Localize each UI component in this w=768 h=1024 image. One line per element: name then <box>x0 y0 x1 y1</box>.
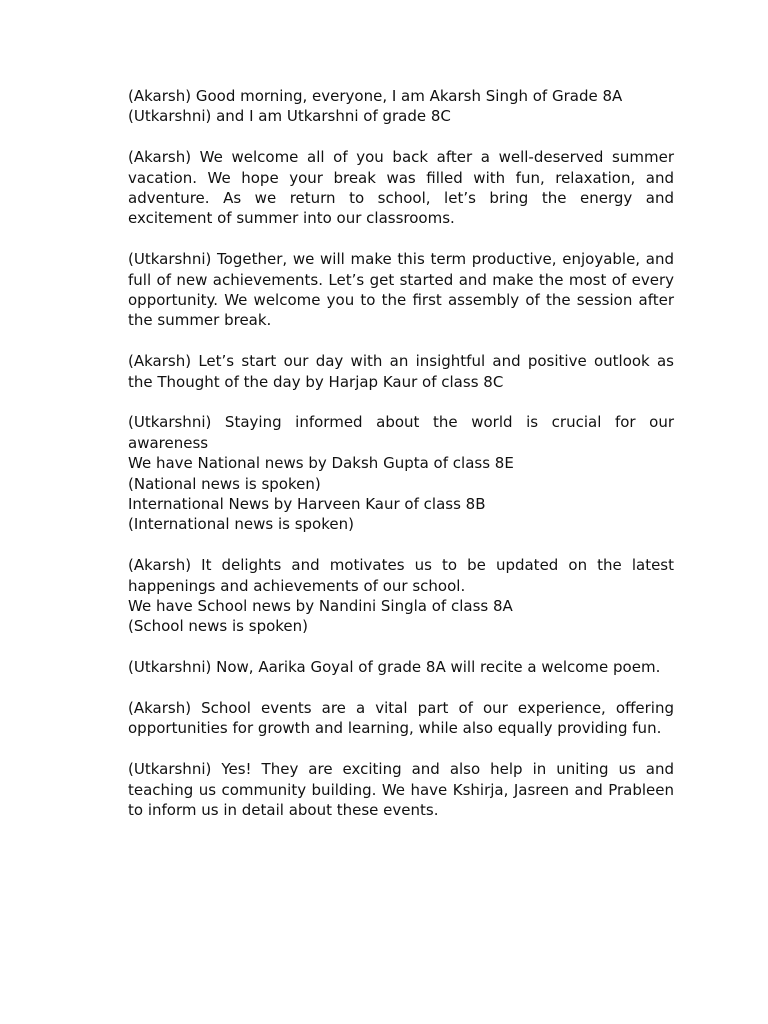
thought-of-day-paragraph: (Akarsh) Let’s start our day with an insightful and positive outlook as the Thought of the day by Harjap Kaur of class 8C <box>128 352 674 391</box>
welcome-paragraph: (Akarsh) We welcome all of you back after a well-deserved summer vacation. We hope your break was filled with fun, relaxation, and adventure. As we return to school, let’s bring the energy and excitement of summer into our classrooms. <box>128 148 674 228</box>
news-intro-text: (Utkarshni) Staying informed about the world is crucial for our awareness <box>128 413 674 452</box>
national-news-note: (National news is spoken) <box>128 474 321 493</box>
international-news-line: International News by Harveen Kaur of class 8B <box>128 495 486 514</box>
intro-line-utkarshni: (Utkarshni) and I am Utkarshni of grade 8C <box>128 107 451 126</box>
document-page <box>128 86 674 841</box>
international-news-note: (International news is spoken) <box>128 515 354 534</box>
term-paragraph: (Utkarshni) Together, we will make this term productive, enjoyable, and full of new achievements. Let’s get started and make the most of every opportunity. We welcome you to the first assembly of the session after the summer break. <box>128 250 674 330</box>
school-news-intro-text: (Akarsh) It delights and motivates us to be updated on the latest happenings and achievements of our school. <box>128 556 674 595</box>
news-paragraph <box>128 412 674 534</box>
school-news-note: (School news is spoken) <box>128 617 309 636</box>
events-team-paragraph: (Utkarshni) Yes! They are exciting and also help in uniting us and teaching us community building. We have Kshirja, Jasreen and Prableen to inform us in detail about these events. <box>128 760 674 820</box>
school-news-line: We have School news by Nandini Singla of class 8A <box>128 597 513 616</box>
intro-line-akarsh: (Akarsh) Good morning, everyone, I am Akarsh Singh of Grade 8A <box>128 87 623 105</box>
school-events-paragraph: (Akarsh) School events are a vital part of our experience, offering opportunities for growth and learning, while also equally providing fun. <box>128 699 674 738</box>
poem-paragraph: (Utkarshni) Now, Aarika Goyal of grade 8A will recite a welcome poem. <box>128 658 661 677</box>
school-news-paragraph <box>128 555 674 637</box>
intro-paragraph <box>128 86 674 127</box>
national-news-line: We have National news by Daksh Gupta of class 8E <box>128 454 514 473</box>
